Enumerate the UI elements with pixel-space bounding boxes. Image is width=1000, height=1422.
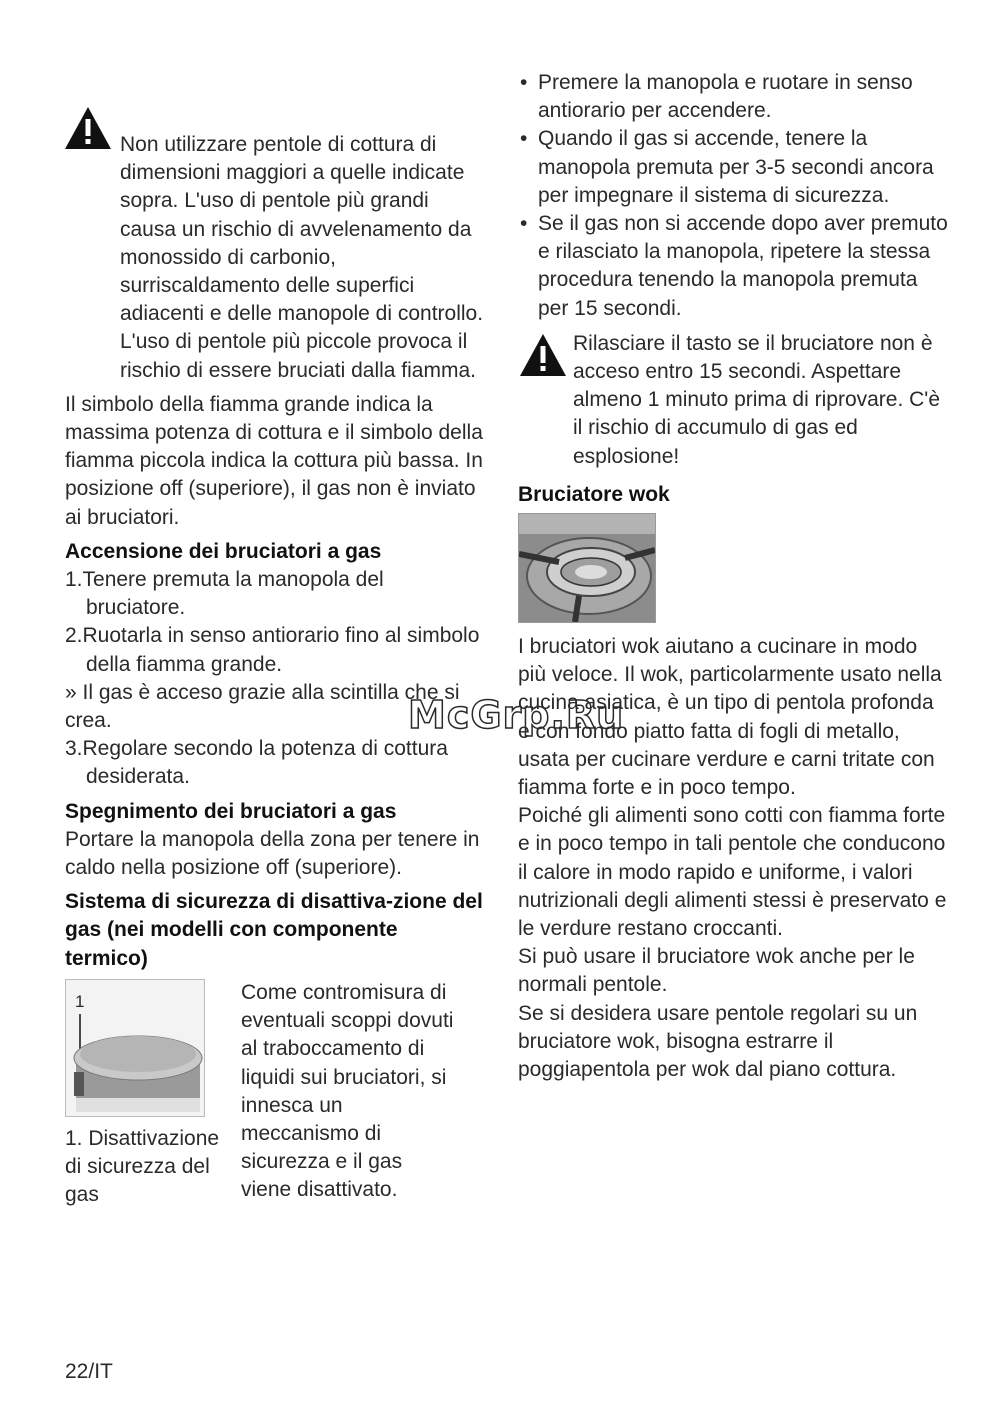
warning-text: Non utilizzare pentole di cottura di dimensioni maggiori a quelle indicate sopra. L'uso di pentole più grandi causa un rischio di avvelenamento da monossido di carbonio, surriscaldamento delle superfici adiacenti e delle manopole di controllo. L'uso di pentole più piccole provoca il rischio di essere bruciati dalla fiamma. bbox=[120, 133, 484, 382]
bullet-item: • Premere la manopola e ruotare in senso antiorario per accendere. bbox=[518, 69, 948, 125]
wok-heading: Bruciatore wok bbox=[518, 482, 670, 506]
wok-paragraph-1: I bruciatori wok aiutano a cucinare in modo più veloce. Il wok, particolarmente usato nella cucina asiatica, è un tipo di pentola profonda e con fondo piatto fatta di fogli di metallo, usata per cucinare verdure e carni tritate con fiamma forte e in poco tempo. bbox=[518, 635, 942, 800]
wok-paragraph-3: Si può usare il bruciatore wok anche per le normali pentole. bbox=[518, 945, 915, 997]
bullet-item: • Se il gas non si accende dopo aver premuto e rilasciato la manopola, ripetere la stessa procedura tenendo la manopola premuta per 15 secondi. bbox=[518, 210, 948, 323]
ignition-note: » Il gas è acceso grazie alla scintilla che si crea. bbox=[65, 680, 460, 733]
safety-heading: Sistema di sicurezza di disattiva-zione del gas (nei modelli con componente termico) bbox=[65, 890, 483, 970]
warning-text: Rilasciare il tasto se il bruciatore non è acceso entro 15 secondi. Aspettare almeno 1 minuto prima di riprovare. C'è il rischio di accumulo di gas ed esplosione! bbox=[573, 331, 940, 468]
safety-figure bbox=[65, 979, 230, 1210]
shutdown-text: Portare la manopola della zona per tenere in caldo nella posizione off (superiore). bbox=[65, 827, 480, 880]
ignition-steps bbox=[65, 566, 485, 679]
warning-block bbox=[65, 131, 485, 385]
wok-burner-image bbox=[518, 513, 656, 623]
ignition-step-2: 2.Ruotarla in senso antiorario fino al simbolo della fiamma grande. bbox=[65, 624, 480, 676]
flame-symbol-intro: Il simbolo della fiamma grande indica la massima potenza di cottura e il simbolo della fiamma piccola indica la cottura più bassa. In posizione off (superiore), il gas non è inviato ai bruciatori. bbox=[65, 392, 483, 529]
figure-callout-number: 1 bbox=[75, 991, 85, 1011]
shutdown-heading: Spegnimento dei bruciatori a gas bbox=[65, 799, 397, 823]
wok-paragraph-4: Se si desidera usare pentole regolari su un bruciatore wok, bisogna estrarre il poggiapentola per wok dal piano cottura. bbox=[518, 1001, 918, 1082]
figure-caption: 1. Disattivazione di sicurezza del gas bbox=[65, 1126, 220, 1207]
warning-block bbox=[518, 330, 948, 471]
ignition-step-3: 3.Regolare secondo la potenza di cottura desiderata. bbox=[65, 737, 448, 789]
ignition-heading: Accensione dei bruciatori a gas bbox=[65, 539, 382, 563]
page-number: 22/IT bbox=[65, 1360, 113, 1383]
watermark: McGrp.Ru bbox=[408, 693, 625, 737]
warning-icon bbox=[518, 332, 568, 378]
thermocouple-burner-image bbox=[65, 979, 205, 1117]
left-column bbox=[65, 131, 485, 1210]
bullet-item: • Quando il gas si accende, tenere la manopola premuta per 3-5 secondi ancora per impegnare il sistema di sicurezza. bbox=[518, 125, 948, 210]
safety-text: Come contromisura di eventuali scoppi dovuti al traboccamento di liquidi sui bruciatori, si innesca un meccanismo di sicurezza e il gas viene disattivato. bbox=[241, 980, 454, 1202]
ignition-bullets bbox=[518, 69, 948, 323]
wok-paragraph-2: Poiché gli alimenti sono cotti con fiamma forte e in poco tempo in tali pentole che conducono il calore in modo rapido e uniforme, i valori nutrizionali degli alimenti stessi è preservato e le verdure restano croccanti. bbox=[518, 804, 947, 941]
ignition-step-1: 1.Tenere premuta la manopola del bruciatore. bbox=[65, 568, 384, 620]
right-column bbox=[518, 69, 948, 1084]
safety-figure-row bbox=[65, 979, 485, 1210]
warning-icon bbox=[63, 105, 113, 151]
